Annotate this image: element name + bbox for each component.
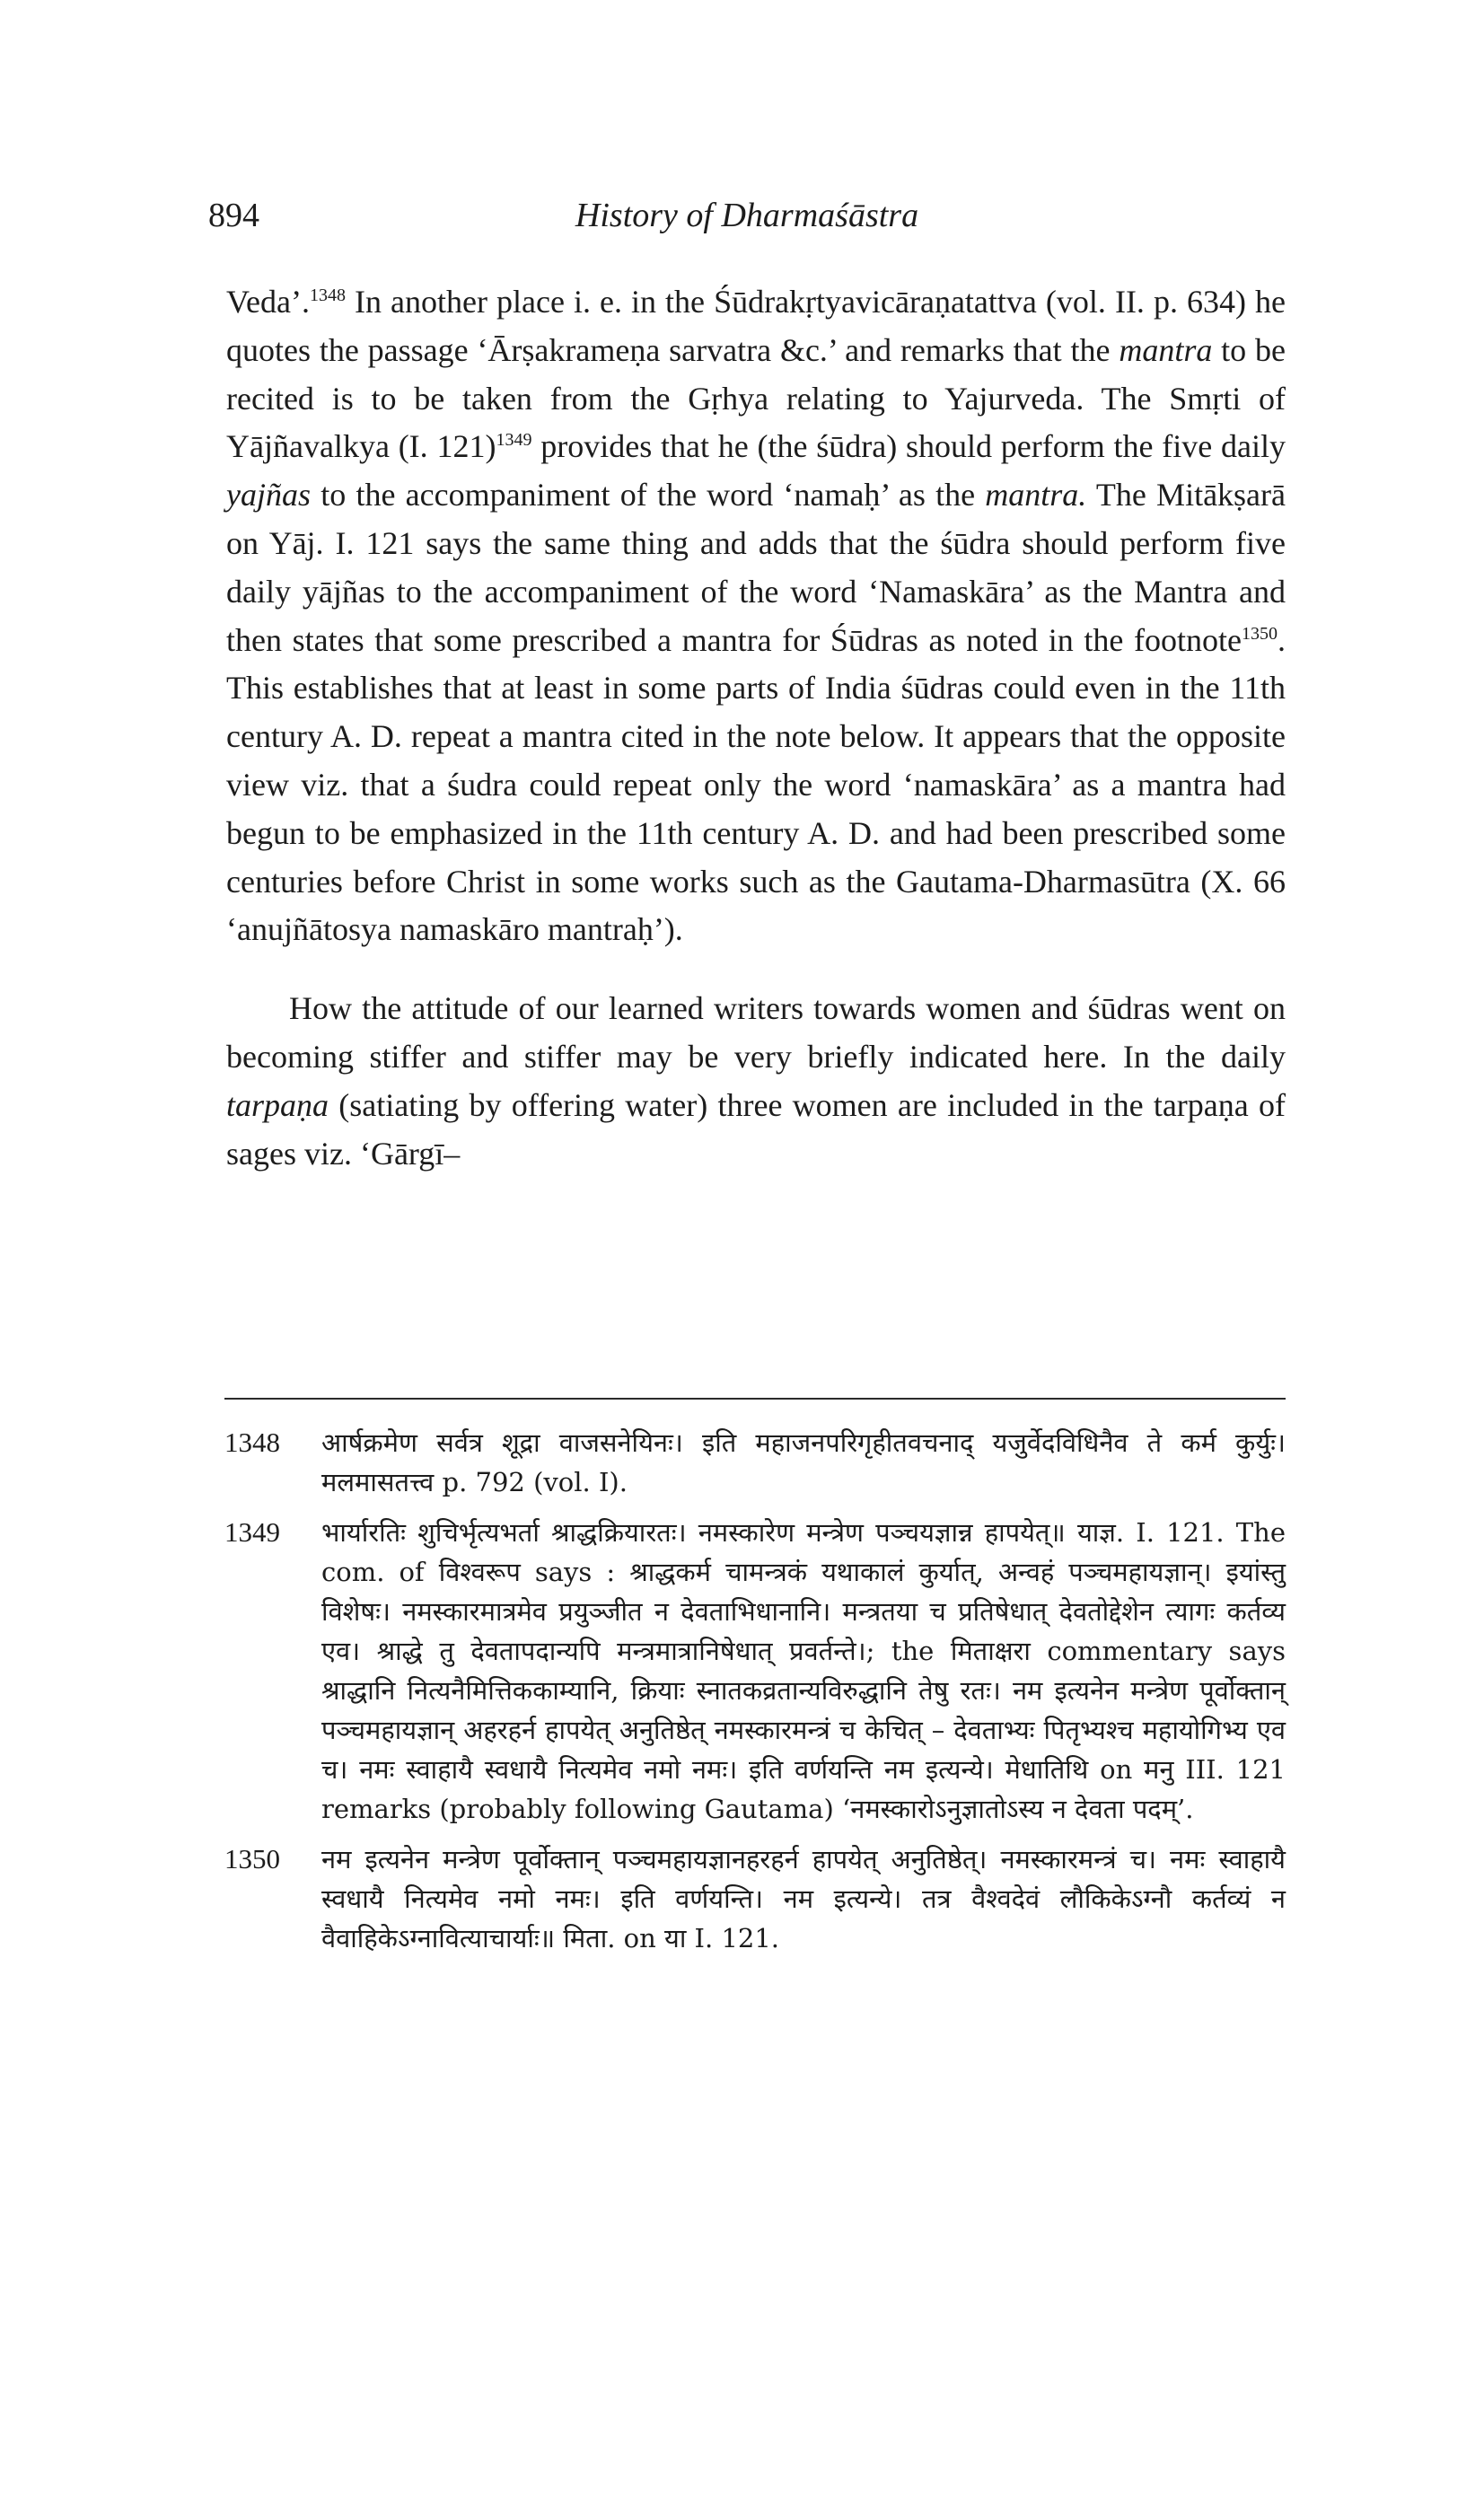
running-title: History of Dharmaśāstra bbox=[575, 197, 919, 234]
text-run: Veda’. bbox=[226, 284, 310, 320]
footnotes bbox=[224, 1423, 1286, 1969]
main-text bbox=[226, 278, 1286, 1178]
paragraph-2 bbox=[226, 985, 1286, 1178]
italic-term: tarpaṇa bbox=[226, 1086, 329, 1123]
text-run: The Mitākṣarā on Yāj. I. 121 says the same thing and adds that the śūdra should perform five daily yājñas to the accompaniment of the word ‘Namaskāra’ as the Mantra and then states that some prescribed a mantra for Śūdras as noted in the footnote bbox=[226, 477, 1286, 658]
text-run: (satiating by offering water) three women are included in the tarpaṇa of sages viz. ‘Gārgī– bbox=[226, 1086, 1286, 1172]
footnote-ref-1350: 1350 bbox=[1242, 623, 1278, 644]
footnote-text: आर्षक्रमेण सर्वत्र शूद्रा वाजसनेयिनः। इति महाजनपरिगृहीतवचनाद् यजुर्वेदविधिनैव ते कर्म कुर्युः। मलमासतत्त्व p. 792 (vol. I). bbox=[321, 1427, 1286, 1497]
footnote-text: नम इत्यनेन मन्त्रेण पूर्वोक्तान् पञ्चमहायज्ञानहरहर्न हापयेत् अनुतिष्ठेत्। नमस्कारमन्त्रं च। नमः स्वाहायै स्वधायै नित्यमेव नमो नमः। इति वर्णयन्ति। नम इत्यन्ये। तत्र वैश्वदेवं लौकिकेऽग्नौ कर्तव्यं न वैवाहिकेऽग्नावित्याचार्याः॥ मिता. on या I. 121. bbox=[321, 1844, 1286, 1953]
text-run: In another place i. e. in the Śūdrakṛtyavicāraṇatattva (vol. II. p. 634) he quotes the passage ‘Ārṣakrameṇa sarvatra &c.’ and remarks that the bbox=[226, 284, 1286, 368]
page-number: 894 bbox=[208, 197, 259, 234]
footnote-1349 bbox=[224, 1513, 1286, 1829]
paragraph-1 bbox=[226, 278, 1286, 954]
footnote-text: भार्यारतिः शुचिर्भृत्यभर्ता श्राद्धक्रियारतः। नमस्कारेण मन्त्रेण पञ्चयज्ञान्न हापयेत्॥ याज्ञ. I. 121. The com. of विश्वरूप says : श्राद्धकर्म चामन्त्रकं यथाकालं कुर्यात्, अन्वहं पञ्चमहायज्ञान्। इयांस्तु विशेषः। नमस्कारमात्रमेव प्रयुञ्जीत न देवताभिधानानि। मन्त्रतया च प्रतिषेधात् देवतोद्देशेन त्यागः कर्तव्य एव। श्राद्धे तु देवतापदान्यपि मन्त्रमात्रानिषेधात् प्रवर्तन्ते।; the मिताक्षरा commentary says श्राद्धानि नित्यनैमित्तिककाम्यानि, क्रियाः स्नातकव्रतान्यविरुद्धानि तेषु रतः। नम इत्यनेन मन्त्रेण पूर्वोक्तान् पञ्चमहायज्ञान् अहरहर्न हापयेत् अनुतिष्ठेत् नमस्कारमन्त्रं च केचित् – देवताभ्यः पितृभ्यश्च महायोगिभ्य एव च। नमः स्वाहायै स्वधायै नित्यमेव नमो नमः। इति वर्णयन्ति नम इत्यन्ये। मेधातिथि on मनु III. 121 remarks (probably following Gautama) ‘नमस्कारोऽनुज्ञातोऽस्य न देवता पदम्’. bbox=[321, 1517, 1286, 1824]
page-header bbox=[208, 196, 1286, 250]
text-run: . This establishes that at least in some parts of India śūdras could even in the 11th century A. D. repeat a mantra cited in the note below. It appears that the opposite view viz. that a śudra could repeat only the word ‘namaskāra’ as a mantra had begun to be emphasized in the 11th century A. D. and had been prescribed some centuries before Christ in some works such as the Gautama-Dharmasūtra (X. 66 ‘anujñātosya namaskāro mantraḥ’). bbox=[226, 621, 1286, 948]
footnote-1350 bbox=[224, 1839, 1286, 1958]
footnote-ref-1348: 1348 bbox=[309, 285, 346, 305]
text-run: to the accompaniment of the word ‘namaḥ’ as the bbox=[311, 477, 986, 514]
italic-term: mantra. bbox=[985, 477, 1087, 514]
text-run: provides that he (the śūdra) should perform the five daily bbox=[531, 428, 1286, 465]
footnote-number: 1349 bbox=[224, 1516, 280, 1548]
footnote-1348 bbox=[224, 1423, 1286, 1502]
footnote-number: 1350 bbox=[224, 1843, 280, 1874]
italic-term: yajñas bbox=[226, 477, 311, 514]
text-run: to be recited is to be taken from the Gṛhya relating to Yajurveda. The Smṛti of Yājñavalkya (I. 121) bbox=[226, 331, 1286, 465]
footnote-ref-1349: 1349 bbox=[496, 430, 532, 451]
footnote-divider bbox=[224, 1398, 1286, 1400]
text-run: How the attitude of our learned writers towards women and śūdras went on becoming stiffer and stiffer may be very briefly indicated here. In the daily bbox=[226, 990, 1286, 1075]
footnote-number: 1348 bbox=[224, 1427, 280, 1458]
italic-term: mantra bbox=[1119, 331, 1213, 368]
